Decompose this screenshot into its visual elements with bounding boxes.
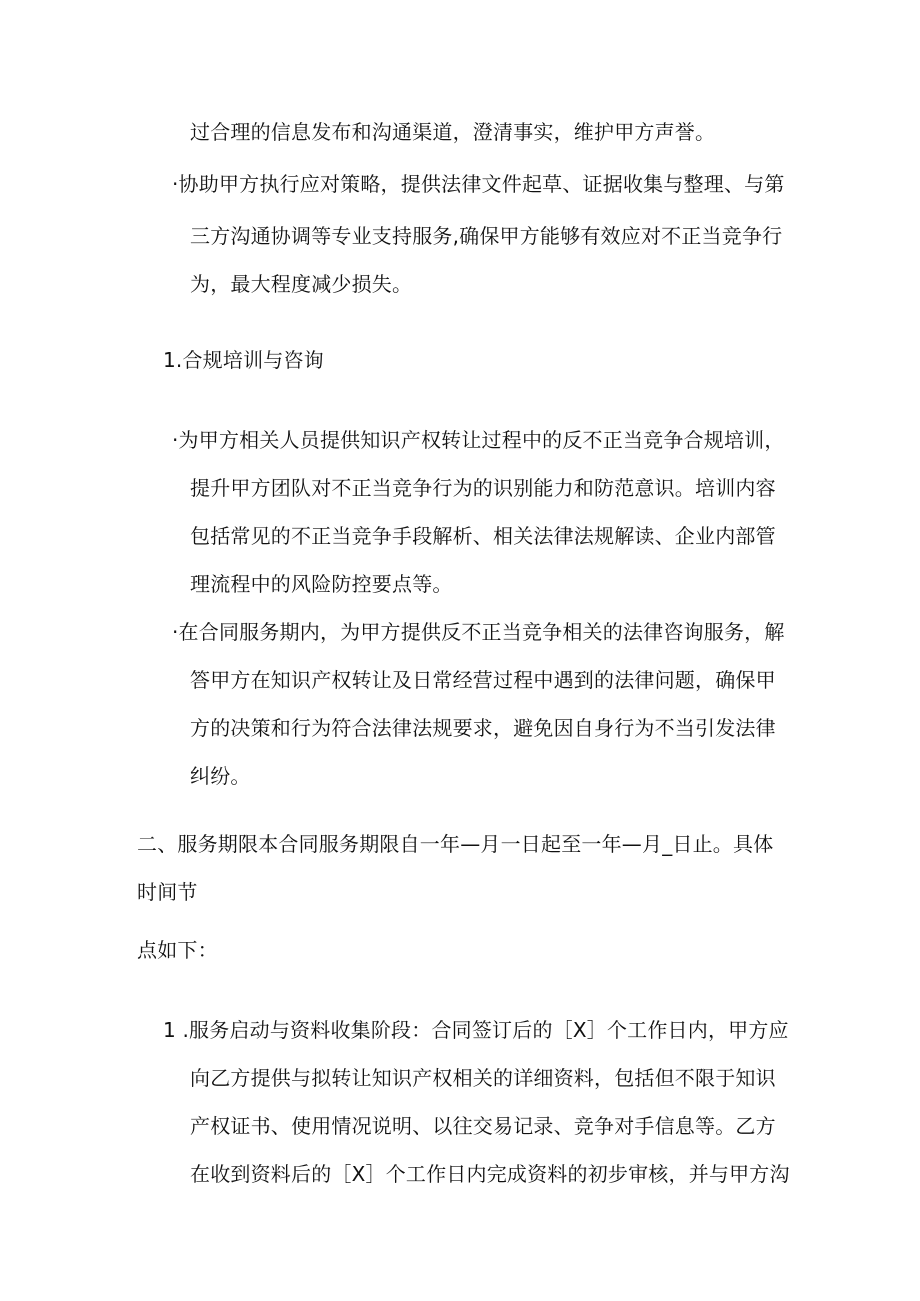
paragraph-line: 向乙方提供与拟转让知识产权相关的详细资料，包括但不限于知识: [190, 1066, 776, 1090]
paragraph-line: 理流程中的风险防控要点等。: [190, 572, 453, 596]
paragraph-line: 时间节: [137, 880, 198, 904]
paragraph-line: 提升甲方团队对不正当竞争行为的识别能力和防范意识。培训内容: [190, 476, 776, 500]
paragraph-line: 产权证书、使用情况说明、以往交易记录、竞争对手信息等。乙方: [190, 1114, 776, 1138]
section-heading: 1.合规培训与咨询: [163, 348, 324, 372]
paragraph-line: 过合理的信息发布和沟通渠道，澄清事实，维护甲方声誉。: [190, 120, 716, 144]
paragraph-line: 纠纷。: [190, 764, 251, 788]
paragraph-line: 包括常见的不正当竞争手段解析、相关法律法规解读、企业内部管: [190, 524, 776, 548]
paragraph-line: 答甲方在知识产权转让及日常经营过程中遇到的法律问题，确保甲: [190, 668, 776, 692]
section-heading: 二、服务期限本合同服务期限自一年—月一日起至一年—月_日止。具体: [137, 832, 774, 856]
paragraph-line: 为，最大程度减少损失。: [190, 272, 413, 296]
paragraph-line: 在收到资料后的［X］个工作日内完成资料的初步审核，并与甲方沟: [190, 1162, 790, 1186]
paragraph-line: 三方沟通协调等专业支持服务,确保甲方能够有效应对不正当竞争行: [190, 224, 783, 248]
bullet-item-line: ·在合同服务期内，为甲方提供反不正当竞争相关的法律咨询服务，解: [172, 620, 785, 644]
numbered-item-line: 1 .服务启动与资料收集阶段：合同签订后的［X］个工作日内，甲方应: [163, 1018, 789, 1042]
paragraph-line: 点如下：: [137, 938, 218, 962]
bullet-item-line: ·为甲方相关人员提供知识产权转让过程中的反不正当竞争合规培训，: [172, 428, 785, 452]
bullet-item-line: ·协助甲方执行应对策略，提供法律文件起草、证据收集与整理、与第: [172, 172, 785, 196]
paragraph-line: 方的决策和行为符合法律法规要求，避免因自身行为不当引发法律: [190, 716, 776, 740]
